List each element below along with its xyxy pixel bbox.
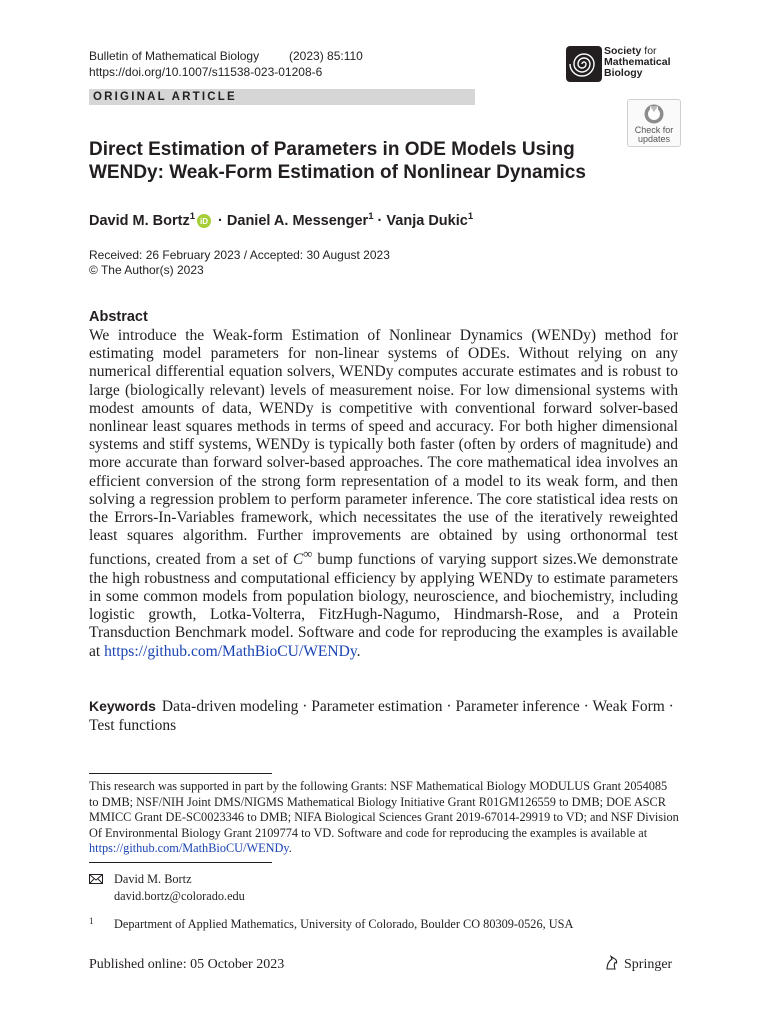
funding-footnote: This research was supported in part by the following Grants: NSF Mathematical Biology MODULUS Grant 2054085 to DMB; NSF/NIH Joint DMS/NIGMS Mathematical Biology Initiative Grant R01GM126559 to DMB; DOE ASCR MMICC Grant DE-SC0023346 to DMB; NIFA Biological Sciences Grant 2019-67014-29919 to VD; and NSF Division Of Environmental Biology Grant 2109774 to VD. Software and code for reproducing the examples is available at https://github.com/MathBioCU/WENDy. <box>89 779 679 856</box>
article-type-bar: ORIGINAL ARTICLE <box>89 89 475 105</box>
springer-logo <box>604 955 672 974</box>
society-name <box>604 46 671 79</box>
springer-horse-icon <box>604 955 620 971</box>
society-logo-icon <box>566 46 602 82</box>
check-updates-line1: Check for <box>634 125 674 135</box>
society-for: for <box>644 45 657 57</box>
author-name: David M. Bortz <box>89 212 190 229</box>
author-name: Daniel A. Messenger <box>226 212 369 229</box>
author-affil-mark: 1 <box>189 211 195 222</box>
author-separator: · <box>377 212 383 229</box>
footnote-github-link[interactable]: https://github.com/MathBioCU/WENDy <box>89 841 289 856</box>
journal-name: Bulletin of Mathematical Biology <box>89 49 260 63</box>
svg-text:iD: iD <box>200 217 208 226</box>
affiliation-number: 1 <box>89 916 94 926</box>
keywords-list: Data-driven modeling · Parameter estimation · Parameter inference · Weak Form · Test functions <box>89 698 674 734</box>
author-affil-mark: 1 <box>368 211 374 222</box>
keywords <box>89 697 678 735</box>
author-affil-mark: 1 <box>467 211 474 222</box>
doi-link[interactable]: https://doi.org/10.1007/s11538-023-01208-6 <box>89 65 323 79</box>
abstract-github-link[interactable]: https://github.com/MathBioCU/WENDy <box>104 642 357 660</box>
contact-email[interactable]: david.bortz@colorado.edu <box>114 889 245 903</box>
article-title <box>89 138 649 184</box>
affiliation-text: Department of Applied Mathematics, University of Colorado, Boulder CO 80309-0526, USA <box>114 917 574 931</box>
check-updates-icon <box>642 103 666 125</box>
society-line1: Society <box>604 45 642 57</box>
corresponding-author <box>89 871 245 905</box>
society-line2: Mathematical <box>604 56 671 68</box>
copyright: © The Author(s) 2023 <box>89 263 204 277</box>
abstract-heading: Abstract <box>89 309 148 325</box>
author-list <box>89 207 473 231</box>
orcid-icon[interactable] <box>197 214 211 228</box>
author-separator: · <box>218 212 223 229</box>
journal-citation: (2023) 85:110 <box>289 49 363 63</box>
check-updates-line2: updates <box>637 134 671 144</box>
c-infinity-superscript: ∞ <box>303 546 313 562</box>
society-line3: Biology <box>604 67 643 79</box>
contact-name: David M. Bortz <box>114 872 192 886</box>
received-accepted: Received: 26 February 2023 / Accepted: 30 August 2023 <box>89 248 390 262</box>
author-name: Vanja Dukic <box>386 212 468 229</box>
footnote-divider <box>89 773 272 774</box>
keywords-label: Keywords <box>89 698 156 714</box>
contact-divider <box>89 862 272 863</box>
abstract-text-part2: bump functions of varying support sizes.We demonstrate the high robustness and computational efficiency by applying WENDy to estimate parameters in some common models from population biology, neuroscience, and biochemistry, including logistic growth, Lotka-Volterra, FitzHugh-Nagumo, Hindmarsh-Rose, and a Protein Transduction Benchmark model. Software and code for reproducing the examples is available at <box>89 551 679 660</box>
title-line2: WENDy: Weak-Form Estimation of Nonlinear Dynamics <box>89 162 586 183</box>
abstract-text-part1: We introduce the Weak-form Estimation of Nonlinear Dynamics (WENDy) method for estimating model parameters for non-linear systems of ODEs. Without relying on any numerical differential equation solvers, WENDy computes accurate estimates and is robust to large (biologically relevant) levels of measurement noise. For low dimensional systems with modest amounts of data, WENDy is competitive with conventional forward solver-based nonlinear least squares methods in terms of speed and accuracy. For both higher dimensional systems and stiff systems, WENDy is typically both faster (often by orders of magnitude) and more accurate than forward solver-based approaches. The core mathematical idea involves an efficient conversion of the strong form representation of a model to its weak form, and then solving a regression problem to perform parameter inference. The core statistical idea rests on the Errors-In-Variables framework, which necessitates the use of the iteratively reweighted least squares algorithm. Further improvements are obtained by using orthonormal test functions, created from a set of <box>89 327 678 569</box>
publisher-name: Springer <box>624 957 673 972</box>
published-online: Published online: 05 October 2023 <box>89 957 285 972</box>
title-line1: Direct Estimation of Parameters in ODE Models Using <box>89 139 575 160</box>
c-infinity-symbol: C <box>292 551 304 569</box>
envelope-icon <box>89 874 103 884</box>
article-dates <box>89 248 390 278</box>
affiliation <box>89 916 573 933</box>
journal-header <box>89 48 363 64</box>
abstract-body: We introduce the Weak-form Estimation of Nonlinear Dynamics (WENDy) method for estimating model parameters for non-linear systems of ODEs. Without relying on any numerical differential equation solvers, WENDy computes accurate estimates and is robust to large (biologically relevant) levels of measurement noise. For low dimensional systems with modest amounts of data, WENDy is competitive with conventional forward solver-based nonlinear least squares methods in terms of speed and accuracy. For both higher dimensional systems and stiff systems, WENDy is typically both faster (often by orders of magnitude) and more accurate than forward solver-based approaches. The core mathematical idea involves an efficient conversion of the strong form representation of a model to its weak form, and then solving a regression problem to perform parameter inference. The core statistical idea rests on the Errors-In-Variables framework, which necessitates the use of the iteratively reweighted least squares algorithm. Further improvements are obtained by using orthonormal test functions, created from a set of C∞ bump functions of varying support sizes.We demonstrate the high robustness and computational efficiency by applying WENDy to estimate parameters in some common models from population biology, neuroscience, and biochemistry, including logistic growth, Lotka-Volterra, FitzHugh-Nagumo, Hindmarsh-Rose, and a Protein Transduction Benchmark model. Software and code for reproducing the examples is available at https://github.com/MathBioCU/WENDy. <box>89 327 679 660</box>
